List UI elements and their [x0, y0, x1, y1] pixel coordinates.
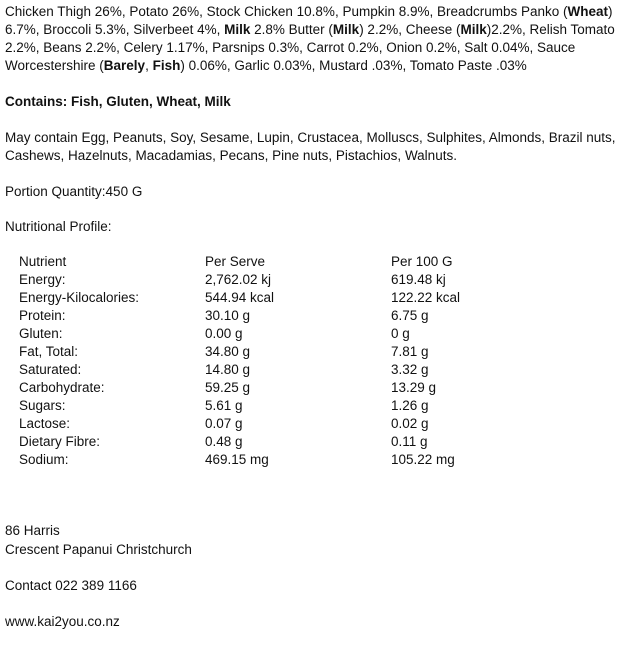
- ingredient-segment: ) 0.06%, Garlic 0.03%, Mustard .03%, Tomato Paste .03%: [180, 58, 527, 73]
- may-contain-text: May contain Egg, Peanuts, Soy, Sesame, Lupin, Crustacea, Molluscs, Sulphites, Almonds, Brazil nuts, Cashews, Hazelnuts, Macadamias, Pecans, Pine nuts, Pistachios, Walnuts.: [5, 130, 616, 163]
- per-100g-value: 0 g: [391, 326, 410, 341]
- nutrient-name: Sugars:: [19, 398, 66, 413]
- nutrient-name: Carbohydrate:: [19, 380, 105, 395]
- nutrition-table: [19, 253, 460, 469]
- header-per-100g: Per 100 G: [391, 254, 453, 269]
- header-per-serve: Per Serve: [205, 254, 266, 269]
- per-100g-value: 0.02 g: [391, 416, 429, 431]
- per-100g-value: 619.48 kj: [391, 272, 446, 287]
- nutrition-row: [19, 361, 460, 379]
- nutrient-name: Energy:: [19, 272, 66, 287]
- allergen-word: Fish: [152, 58, 181, 73]
- per-100g-value: 6.75 g: [391, 308, 429, 323]
- nutrition-row: [19, 325, 460, 343]
- website-link[interactable]: www.kai2you.co.nz: [5, 614, 120, 629]
- per-serve-value: 30.10 g: [205, 308, 251, 323]
- nutrient-name: Fat, Total:: [19, 344, 79, 359]
- per-100g-value: 13.29 g: [391, 380, 437, 395]
- address-block: [5, 522, 619, 559]
- per-serve-value: 59.25 g: [205, 380, 251, 395]
- per-serve-value: 469.15 mg: [205, 452, 269, 467]
- ingredient-segment: Chicken Thigh 26%, Potato 26%, Stock Chicken 10.8%, Pumpkin 8.9%, Breadcrumbs Panko (: [5, 4, 568, 19]
- per-100g-value: 0.11 g: [391, 434, 428, 449]
- ingredient-segment: ) 2.2%, Cheese (: [359, 22, 461, 37]
- nutrition-row: [19, 415, 460, 433]
- allergen-word: Milk: [224, 22, 251, 37]
- per-100g-value: 3.32 g: [391, 362, 429, 377]
- nutrition-row: [19, 433, 460, 451]
- allergen-word: Wheat: [567, 4, 609, 19]
- nutrition-row: [19, 379, 460, 397]
- nutrient-name: Gluten:: [19, 326, 63, 341]
- per-serve-value: 14.80 g: [205, 362, 251, 377]
- per-100g-value: 7.81 g: [391, 344, 429, 359]
- per-serve-value: 544.94 kcal: [205, 290, 275, 305]
- per-serve-value: 34.80 g: [205, 344, 251, 359]
- per-100g-value: 105.22 mg: [391, 452, 455, 467]
- header-nutrient: Nutrient: [19, 254, 67, 269]
- nutrition-row: [19, 343, 460, 361]
- per-serve-value: 2,762.02 kj: [205, 272, 272, 287]
- nutrient-name: Energy-Kilocalories:: [19, 290, 140, 305]
- address-line-1: 86 Harris: [5, 523, 60, 538]
- portion-quantity: Portion Quantity:450 G: [5, 184, 143, 199]
- ingredient-segment: ) 6.7%, Broccoli 5.3%, Silverbeet 4%,: [5, 4, 613, 37]
- nutrition-header-row: [19, 253, 460, 271]
- allergen-word: Milk: [460, 22, 487, 37]
- nutrition-row: [19, 271, 460, 289]
- nutrient-name: Saturated:: [19, 362, 82, 377]
- per-serve-value: 0.48 g: [205, 434, 243, 449]
- ingredient-segment: ,: [145, 58, 153, 73]
- allergen-word: Milk: [332, 22, 360, 37]
- nutrient-name: Dietary Fibre:: [19, 434, 101, 449]
- ingredient-segment: 2.8% Butter (: [250, 22, 333, 37]
- nutritional-profile-label: Nutritional Profile:: [5, 219, 112, 234]
- nutrition-row: [19, 307, 460, 325]
- ingredient-segment: )2.2%, Relish Tomato 2.2%, Beans 2.2%, Celery 1.17%, Parsnips 0.3%, Carrot 0.2%, Onion 0.2%, Salt 0.04%, Sauce Worcestershire (: [5, 22, 615, 73]
- nutrient-name: Sodium:: [19, 452, 69, 467]
- per-100g-value: 1.26 g: [391, 398, 429, 413]
- nutrition-row: [19, 289, 460, 307]
- allergen-contains: Contains: Fish, Gluten, Wheat, Milk: [5, 94, 231, 109]
- ingredients-text: [5, 3, 619, 75]
- per-serve-value: 5.61 g: [205, 398, 243, 413]
- contact-phone: Contact 022 389 1166: [5, 578, 137, 593]
- nutrient-name: Lactose:: [19, 416, 71, 431]
- per-100g-value: 122.22 kcal: [391, 290, 461, 305]
- nutrient-name: Protein:: [19, 308, 66, 323]
- address-line-2: Crescent Papanui Christchurch: [5, 542, 192, 557]
- per-serve-value: 0.07 g: [205, 416, 243, 431]
- per-serve-value: 0.00 g: [205, 326, 243, 341]
- nutrition-row: [19, 451, 460, 469]
- allergen-word: Barely: [103, 58, 146, 73]
- nutrition-row: [19, 397, 460, 415]
